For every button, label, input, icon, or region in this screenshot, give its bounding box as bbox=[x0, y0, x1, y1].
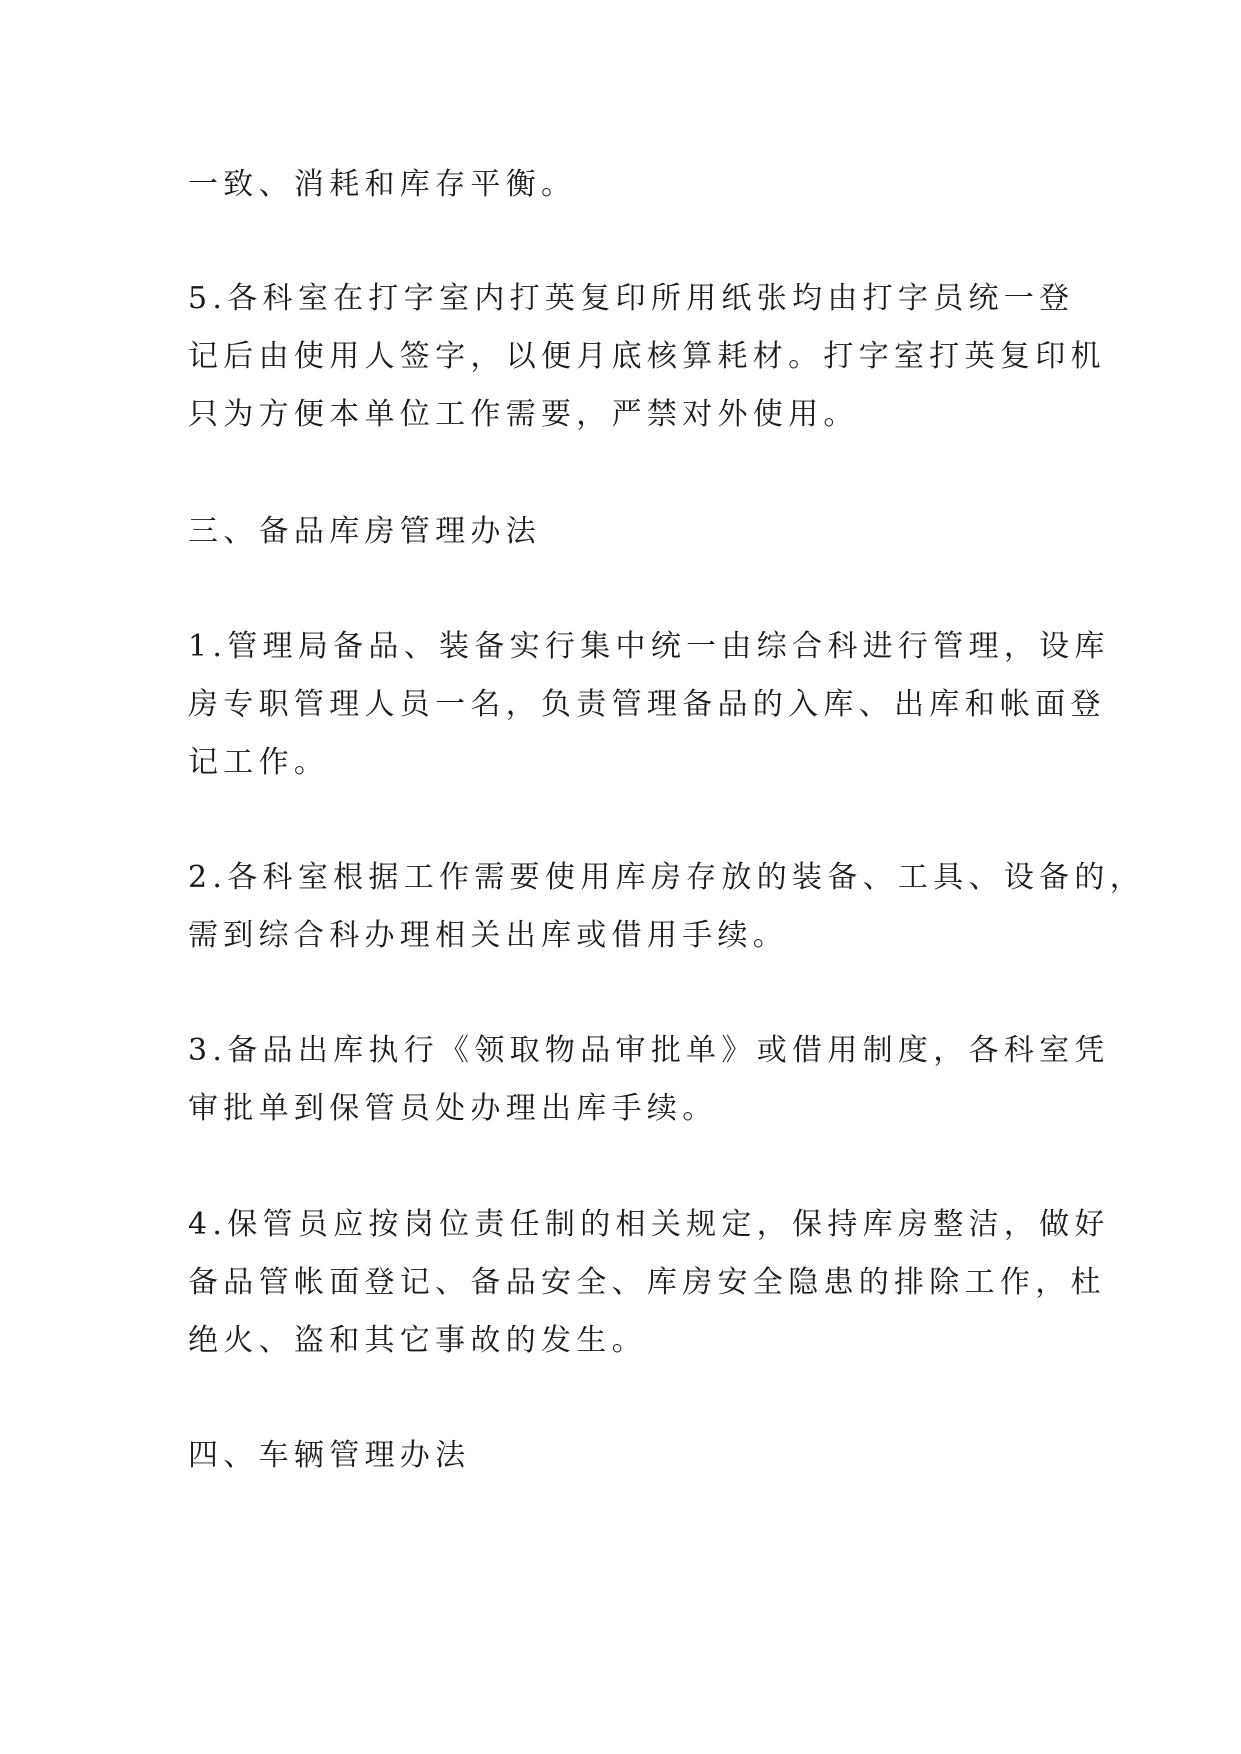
section-heading-3 bbox=[188, 503, 1058, 561]
text-line: 房专职管理人员一名，负责管理备品的入库、出库和帐面登 bbox=[188, 687, 1106, 722]
text-line: 2.各科室根据工作需要使用库房存放的装备、工具、设备的， bbox=[188, 860, 1146, 895]
paragraph-3-3 bbox=[188, 1022, 1110, 1138]
text-line: 绝火、盗和其它事故的发生。 bbox=[188, 1323, 647, 1358]
paragraph-continuation bbox=[188, 156, 1058, 214]
text-line: 审批单到保管员处办理出库手续。 bbox=[188, 1091, 718, 1126]
text-line: 备品管帐面登记、备品安全、库房安全隐患的排除工作，杜 bbox=[188, 1265, 1106, 1300]
text-line: 3.备品出库执行《领取物品审批单》或借用制度，各科室凭 bbox=[188, 1033, 1110, 1068]
text-line: 记工作。 bbox=[188, 745, 330, 780]
text-line: 需到综合科办理相关出库或借用手续。 bbox=[188, 918, 789, 953]
paragraph-3-4 bbox=[188, 1196, 1110, 1370]
text-line: 记后由使用人签字，以便月底核算耗材。打字室打英复印机 bbox=[188, 339, 1106, 374]
text-line: 一致、消耗和库存平衡。 bbox=[188, 167, 577, 202]
heading-text: 四、车辆管理办法 bbox=[188, 1438, 471, 1473]
text-line: 5.各科室在打字室内打英复印所用纸张均由打字员统一登 bbox=[188, 281, 1075, 316]
paragraph-3-1 bbox=[188, 618, 1110, 792]
text-line: 只为方便本单位工作需要，严禁对外使用。 bbox=[188, 397, 859, 432]
text-line: 1.管理局备品、装备实行集中统一由综合科进行管理，设库 bbox=[188, 629, 1110, 664]
paragraph-3-2 bbox=[188, 849, 1146, 965]
text-line: 4.保管员应按岗位责任制的相关规定，保持库房整洁，做好 bbox=[188, 1207, 1110, 1242]
paragraph-item-5 bbox=[188, 270, 1106, 444]
heading-text: 三、备品库房管理办法 bbox=[188, 514, 541, 549]
section-heading-4 bbox=[188, 1427, 1058, 1485]
